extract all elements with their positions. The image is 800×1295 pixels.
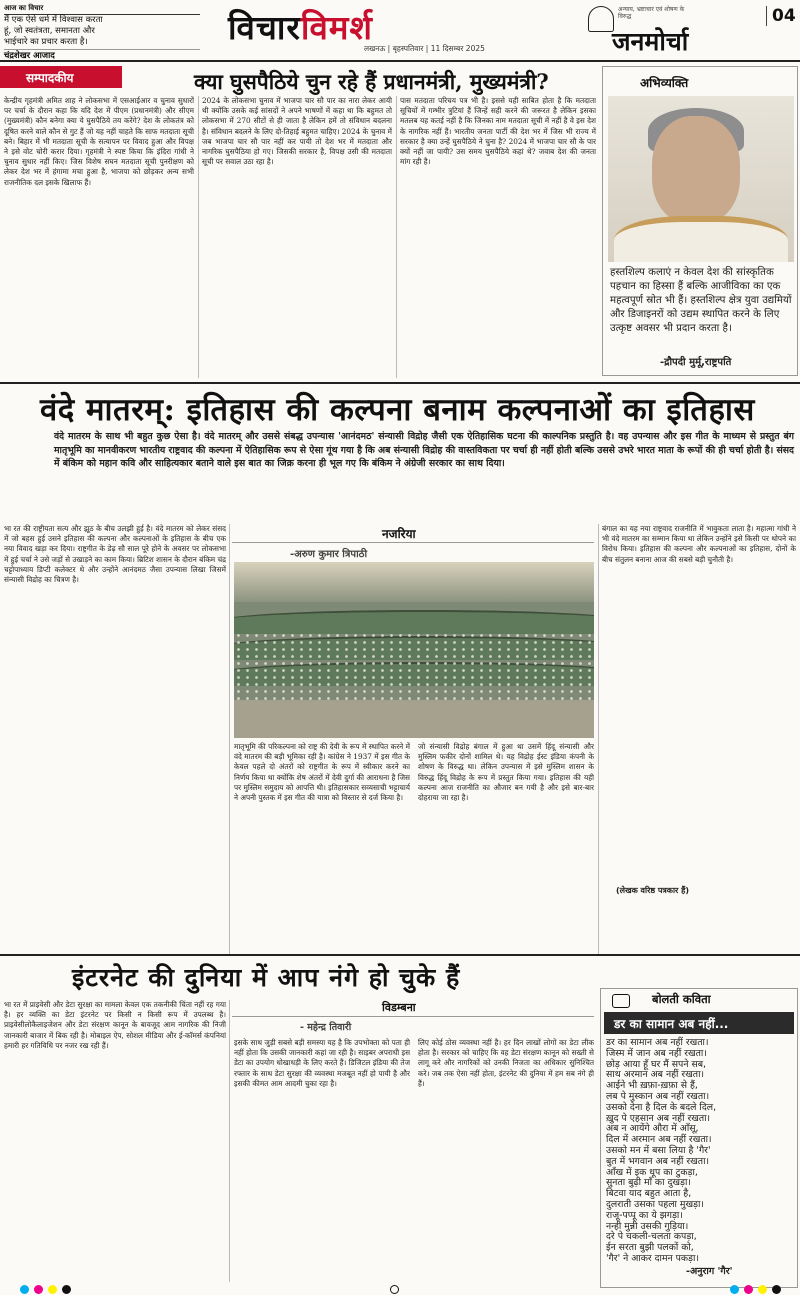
poem-line: बिटवा याद बहुत आता है, — [606, 1188, 692, 1200]
main-headline: वंदे मातरम्: इतिहास की कल्पना बनाम कल्पनाओं का इतिहास — [40, 392, 755, 428]
poem-line: साथ अरमान अब नहीं रखता। — [606, 1069, 705, 1081]
poem-line: दरे पे चकली-चलता कपड़ा, — [606, 1231, 697, 1243]
najariya-tag — [232, 525, 594, 543]
poem-line: उसको मन में बसा लिया है 'गैर' — [606, 1144, 711, 1156]
poem-line: आईने भी ख़फ़ा-ख़फ़ा से हैं, — [606, 1080, 698, 1092]
quote-line: भाईचारे का प्रचार करता है। — [4, 37, 88, 47]
photo-floor — [234, 700, 594, 738]
editorial-text: पास मतदाता परिचय पत्र भी है। इससे यही साबित होता है कि मतदाता सूचियों में गम्भीर त्रुटियां हैं जिन्हें सही करने की जरूरत है लेकिन इसका मतलब यह कतई नहीं है कि जिनका नाम मतदाता सूची में नहीं है वे इस देश के नागरिक नहीं हैं। भारतीय जनता पार्टी की देश भर में जिस भी राज्य में सरकार है क्या उन्हें घुसपैठिये ने चुना है? 2024 में भाजपा चार सौ के पार क्यों नहीं जा पायी? उस समय घुसपैठिये कहां थे? जवाब देश की जनता मांग रही है। — [400, 96, 596, 167]
author-note: (लेखक वरिष्ठ पत्रकार हैं) — [616, 886, 689, 895]
vidambana-tag — [232, 1000, 594, 1017]
poem-line: डर का सामान अब नहीं रखता। — [606, 1037, 709, 1048]
tagline: अन्याय, भ्रष्टाचार एवं शोषण के विरुद्ध — [618, 6, 685, 20]
register-target-icon — [390, 1285, 399, 1294]
section-rule — [0, 382, 800, 384]
quote-line: मैं एक ऐसे धर्म में विश्वास करता — [4, 15, 103, 25]
article-column — [418, 742, 594, 954]
quote-author: चंद्रशेखर आजाद — [4, 49, 200, 61]
quote-line: हूं, जो स्वतंत्रता, समानता और — [4, 26, 95, 36]
column-divider — [396, 96, 397, 378]
abhivyakti-heading: अभिव्यक्ति — [640, 76, 689, 90]
article-column — [4, 524, 226, 954]
yellow-mark-icon — [48, 1285, 57, 1294]
abhivyakti-attribution: -द्रौपदी मुर्मू,राष्ट्रपति — [660, 357, 732, 368]
internet-byline: - महेन्द्र तिवारी — [300, 1022, 352, 1033]
photo-face — [652, 116, 740, 224]
poem-line: ख़ुद पे एहसान अब नहीं रखता। — [606, 1112, 711, 1124]
article-text: मातृभूमि की परिकल्पना को राष्ट्र की देवी के रूप में स्थापित करने में वंदे मातरम की बड़ी भूमिका रही है। कांग्रेस ने 1937 में इस गीत के केवल पहले दो अंतरों को राष्ट्रगीत के रूप में स्वीकार करने का निर्णय किया था क्योंकि शेष अंतरों में देवी दुर्गा की आराधना है जिस पर मुस्लिम समुदाय को आपत्ति थी। इतिहासकार सव्यसाची भट्टाचार्य ने अपनी पुस्तक में इस गीत की यात्रा को विस्तार से दर्ज किया है। — [234, 742, 410, 803]
black-mark-icon — [62, 1285, 71, 1294]
kavita-heading: बोलती कविता — [652, 992, 711, 1006]
internet-text: लिए कोई ठोस व्यवस्था नहीं है। हर दिन लाखों लोगों का डेटा लीक होता है। सरकार को चाहिए कि वह डेटा संरक्षण कानून को सख्ती से लागू करे और नागरिकों को उनकी निजता का अधिकार सुनिश्चित करे। जब तक ऐसा नहीं होता, इंटरनेट की दुनिया में हम सब नंगे ही हैं। — [418, 1038, 594, 1088]
kavita-lines — [606, 1038, 794, 1265]
section-title-a: विचार — [228, 8, 301, 47]
poem-line: बुत में भगवान अब नहीं रखता। — [606, 1155, 710, 1167]
cyan-mark-icon — [730, 1285, 739, 1294]
main-lede: वंदे मातरम के साथ भी बहुत कुछ ऐसा है। वंदे मातरम् और उससे संबद्ध उपन्यास 'आनंदमठ' संन्यासी विद्रोह जैसी एक ऐतिहासिक घटना की काल्पनिक प्रस्तुति है। वह उपन्यास और इस गीत के माध्यम से प्रस्तुत बंग मातृभूमि का मानवीकरण भारतीय राष्ट्रवाद की कल्पना में ऐतिहासिक रूप से ऐसा गूंथ गया है कि अब संन्यासी विद्रोह की वास्तविकता पर चर्चा ही नहीं होती बल्कि उससे उभरे भारत माता के रूपों की ही चर्चा होती है। संसद में बंकिम को महान कवि और साहित्यकार बताने वाले इस बात का जिक्र करना ही भूल गए कि बंकिम ने अंग्रेजी सरकार का साथ दिया। — [54, 431, 794, 470]
editorial-headline: क्या घुसपैठिये चुन रहे हैं प्रधानमंत्री, मुख्यमंत्री? — [194, 69, 549, 94]
poem-line: नन्ही मुन्नी उसकी गुड़िया। — [606, 1220, 689, 1232]
quote-of-the-day — [4, 4, 200, 61]
poem-line: अब न आयेंगे औरा में आँसू, — [606, 1123, 699, 1135]
magenta-mark-icon — [744, 1285, 753, 1294]
main-byline: -अरुण कुमार त्रिपाठी — [290, 549, 368, 560]
cyan-mark-icon — [20, 1285, 29, 1294]
editorial-column — [202, 96, 392, 378]
dateline: लखनऊ | बृहस्पतिवार | 11 दिसम्बर 2025 — [364, 44, 485, 53]
column-divider — [598, 524, 599, 954]
internet-headline: इंटरनेट की दुनिया में आप नंगे हो चुके हैं — [72, 963, 461, 992]
internet-column — [4, 1000, 226, 1282]
poem-line: आँख में इक धूप का टुकड़ा, — [606, 1166, 698, 1178]
photo-bench-row — [234, 610, 594, 634]
paper-name: जनमोर्चा — [612, 27, 689, 56]
article-text: भा रत की राष्ट्रीयता सत्य और झूठ के बीच उलझी हुई है। वंदे मातरम को लेकर संसद में जो बहस हुई उसने इतिहास की कल्पना और कल्पनाओं के इतिहास के बीच एक नया विवाद खड़ा कर दिया। राष्ट्रगीत के डेढ़ सौ साल पूरे होने के अवसर पर लोकसभा में हुई चर्चा ने उसे जड़ों से उखाड़ने का काम किया। ब्रिटिश शासन के दौरान बंकिम चंद्र चट्टोपाध्याय डिप्टी कलेक्टर थे और उन्होंने आनंदमठ जैसा उपन्यास लिखा जिसमें संन्यासी विद्रोह का चित्रण है। — [4, 524, 226, 585]
poem-line: जिस्म में जान अब नहीं रखता। — [606, 1047, 707, 1059]
article-column — [234, 742, 410, 954]
editorial-column — [400, 96, 596, 378]
article-text: जो संन्यासी विद्रोह बंगाल में हुआ था उसमें हिंदू संन्यासी और मुस्लिम फकीर दोनों शामिल थे। यह विद्रोह ईस्ट इंडिया कंपनी के शोषण के विरुद्ध था। लेकिन उपन्यास में इसे मुस्लिम शासन के विरुद्ध हिंदू विद्रोह के रूप में प्रस्तुत किया गया। इतिहास की यही कल्पना आज राजनीति का औजार बन गयी है और इसे बार-बार दोहराया जा रहा है। — [418, 742, 594, 803]
photo-members — [234, 632, 594, 702]
registration-bar — [0, 1284, 800, 1295]
president-photo — [608, 96, 794, 262]
black-mark-icon — [772, 1285, 781, 1294]
column-divider — [229, 524, 230, 954]
abhivyakti-quote: हस्तशिल्प कलाएं न केवल देश की सांस्कृतिक पहचान का हिस्सा हैं बल्कि आजीविका का एक महत्वपूर्ण स्रोत भी हैं। हस्तशिल्प क्षेत्र युवा उद्यमियों और डिजाइनरों को उद्यम स्थापित करने के लिए उत्कृष्ट अवसर भी प्रदान करता है। — [610, 267, 792, 334]
kavita-attribution: -अनुराग 'गैर' — [686, 1266, 733, 1277]
poem-line: उसको देना है दिल के बदले दिल, — [606, 1101, 717, 1113]
poem-line: दुलराती उसका पहला मुखड़ा। — [606, 1198, 704, 1210]
newspaper-logo-icon — [588, 6, 614, 32]
poem-line: दिल में अरमान अब नहीं रखता। — [606, 1134, 712, 1146]
magenta-mark-icon — [34, 1285, 43, 1294]
editorial-column — [4, 96, 194, 378]
editorial-text: केन्द्रीय गृहमंत्री अमित शाह ने लोकसभा में एसआईआर व चुनाव सुधारों पर चर्चा के दौरान कहा कि यदि देश में पीएम (प्रधानमंत्री) और सीएम (मुख्यमंत्री) कौन बनेगा क्या ये घुसपैठिये तय करेंगे? देश के लोकतंत्र को दूषित करने वाले कौन से गुट हैं जो यह नहीं चाहते कि साफ मतदाता सूची बने। बिहार में भी मतदाता सूची के सत्यापन पर विवाद हुआ और विपक्ष ने इसे वोट चोरी करार दिया। गृहमंत्री ने स्पष्ट किया कि इंदिरा गांधी ने चुनाव सुधार नहीं किए। जिस विशेष सघन मतदाता सूची पुनरीक्षण को लेकर देश भर में हंगामा मचा हुआ है, भाजपा को छोड़कर अन्य सभी राजनीतिक दल इसके खिलाफ हैं। — [4, 96, 194, 187]
section-title — [228, 4, 373, 49]
internet-text: इसके साथ जुड़ी सबसे बड़ी समस्या यह है कि उपभोक्ता को पता ही नहीं होता कि उसकी जानकारी कहां जा रही है। साइबर अपराधी इस डेटा का उपयोग धोखाधड़ी के लिए करते हैं। डिजिटल इंडिया की तेज रफ्तार के साथ डेटा सुरक्षा की व्यवस्था मजबूत नहीं हो पायी है और इसकी कीमत आम आदमी चुका रहा है। — [234, 1038, 410, 1088]
masthead — [0, 0, 800, 62]
editorial-label: सम्पादकीय — [0, 66, 122, 88]
internet-text: भा रत में प्राइवेसी और डेटा सुरक्षा का मामला केवल एक तकनीकी चिंता नहीं रह गया है। हर व्यक्ति का डेटा इंटरनेट पर किसी न किसी रूप में उपलब्ध है। प्राइवेसीलोकैलाइजेशन और डेटा संरक्षण कानून के बावजूद आम नागरिक की निजी जानकारी बाजार में बिक रही है। मोबाइल ऐप, सोशल मीडिया और ई-कॉमर्स कंपनियां हमारी हर गतिविधि पर नजर रख रही हैं। — [4, 1000, 226, 1050]
kavita-title: डर का सामान अब नहीं... — [604, 1012, 794, 1034]
photo-saree — [614, 216, 788, 262]
photo-ceiling — [234, 562, 594, 602]
article-column — [602, 524, 796, 880]
vidambana-label: विडम्बना — [382, 1001, 416, 1014]
poem-line: 'गैर' ने आकर दामन पकड़ा। — [606, 1252, 699, 1264]
poem-line: ईन सरता बुझी पलकों को, — [606, 1242, 694, 1254]
editorial-text: 2024 के लोकसभा चुनाव में भाजपा चार सौ पार का नारा लेकर आयी थी क्योंकि उसके कई सांसदों ने अपने भाषणों में कहा था कि बहुमत तो लोकसभा में 270 सीटों से ही जाता है लेकिन हमें तो संविधान बदलना है। संविधान बदलने के लिए दो-तिहाई बहुमत चाहिए। 2024 के चुनाव में जब भाजपा चार सौ पार नहीं कर पायी तो देश भर में मतदाता और नागरिक घुसपैठिया हो गए। जिसकी सरकार है, विपक्ष उसी की मतदाता सूची पर सवाल उठा रहा है। — [202, 96, 392, 167]
poem-line: राजू-पप्पू का ये झगड़ा। — [606, 1209, 683, 1221]
quote-label: आज का विचार — [4, 4, 200, 15]
poem-line: छोड़ आया हूँ घर मैं सपने सब, — [606, 1058, 706, 1070]
najariya-label: नजरिया — [382, 527, 416, 541]
parliament-photo — [234, 562, 594, 738]
yellow-mark-icon — [758, 1285, 767, 1294]
section-title-b: विमर्श — [300, 8, 373, 47]
book-icon — [612, 994, 630, 1008]
page-number: 04 — [766, 6, 796, 26]
column-divider — [198, 96, 199, 378]
internet-column — [234, 1038, 410, 1282]
internet-column — [418, 1038, 594, 1282]
poem-line: सुनता बुढ़ी माँ का दुखड़ा। — [606, 1177, 691, 1189]
poem-line: लब पे मुस्कान अब नहीं रखता। — [606, 1090, 710, 1102]
article-text: बंगाल का यह नया राष्ट्रवाद राजनीति में भावुकता लाता है। महात्मा गांधी ने भी वंदे मातरम का सम्मान किया था लेकिन उन्होंने इसे किसी पर थोपने का विरोध किया। इतिहास की कल्पना और कल्पनाओं का इतिहास, दोनों के बीच संतुलन बनाना आज की सबसे बड़ी चुनौती है। — [602, 524, 796, 564]
section-rule — [0, 954, 800, 956]
column-divider — [229, 1000, 230, 1282]
